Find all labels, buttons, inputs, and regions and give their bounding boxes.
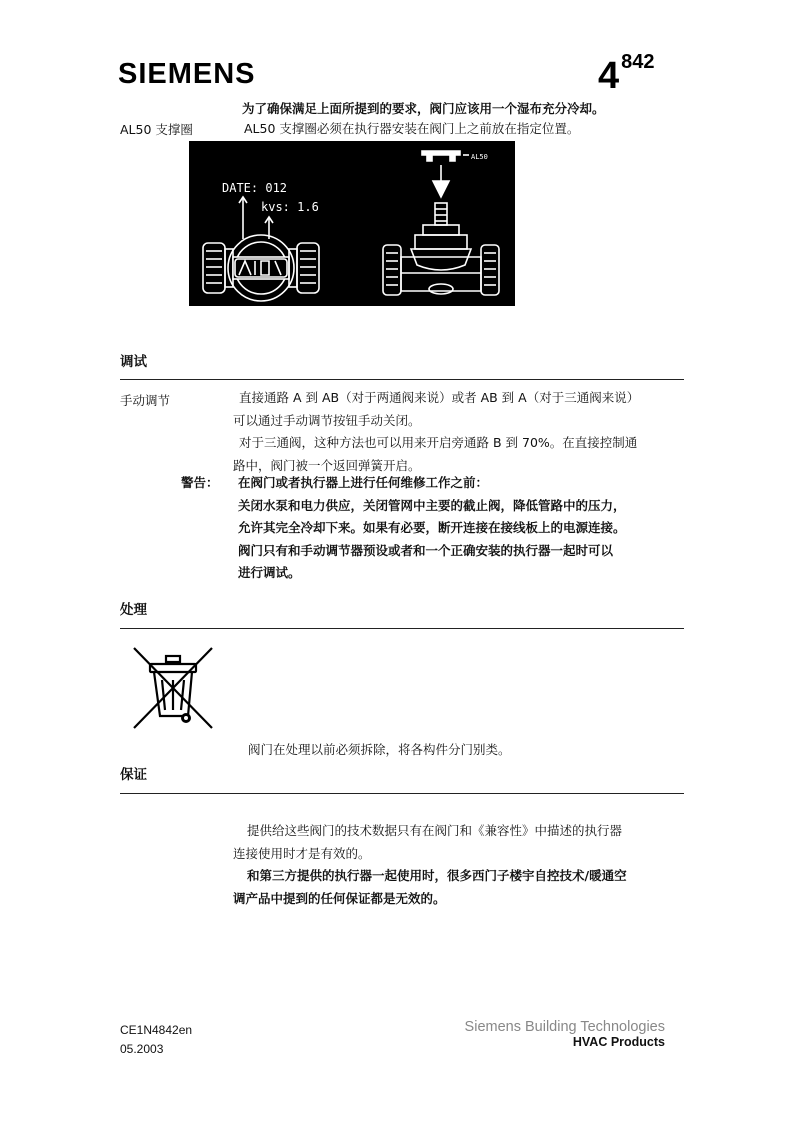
manual-para2-line2: 路中，阀门被一个返回弹簧开启。 xyxy=(233,457,421,473)
footer-right xyxy=(465,1019,665,1049)
warning-line-3: 允许其完全冷却下来。如果有必要，断开连接在接线板上的电源连接。 xyxy=(238,520,626,535)
date-label: DATE: 012 xyxy=(222,181,288,195)
section-divider xyxy=(120,379,684,380)
footer-date: 05.2003 xyxy=(120,1042,164,1056)
manual-para1-line1: 直接通路 A 到 AB（对于两通阀来说）或者 AB 到 A（对于三通阀来说） xyxy=(239,390,640,405)
manual-para1-line2: 可以通过手动调节按钮手动关闭。 xyxy=(233,412,421,428)
manual-para2-line1: 对于三通阀，这种方法也可以用来开启旁通路 B 到 70%。在直接控制通 xyxy=(239,435,638,450)
section-divider xyxy=(120,793,684,794)
warning-label: 警告： xyxy=(181,475,219,490)
valve-figure xyxy=(189,141,515,306)
section-divider xyxy=(120,628,684,629)
manual-adjustment-text xyxy=(233,387,683,477)
commissioning-heading: 调试 xyxy=(120,354,147,370)
valve-illustration xyxy=(189,141,515,306)
footer-left xyxy=(120,1021,192,1059)
manual-adjustment-label: 手动调节 xyxy=(120,393,171,408)
warranty-bold-line-2: 调产品中提到的任何保证都是无效的。 xyxy=(233,890,446,906)
al50-tag: AL50 xyxy=(471,153,488,161)
warning-line-2: 关闭水泵和电力供应，关闭管网中主要的截止阀，降低管路中的压力， xyxy=(238,497,626,513)
document-number xyxy=(598,51,655,98)
warranty-text xyxy=(233,820,683,910)
crossed-out-wheelie-bin-icon xyxy=(130,644,216,732)
warning-text xyxy=(238,472,688,585)
warning-line-4: 阀门只有和手动调节器预设或者和一个正确安装的执行器一起时可以 xyxy=(238,542,614,558)
al50-text: AL50 支撑圈必须在执行器安装在阀门上之前放在指定位置。 xyxy=(244,121,580,136)
warning-line-5: 进行调试。 xyxy=(238,565,301,580)
warranty-bold-line-1: 和第三方提供的执行器一起使用时，很多西门子楼宇自控技术/暖通空 xyxy=(247,868,627,883)
warranty-line-2: 连接使用时才是有效的。 xyxy=(233,845,371,861)
warranty-line-1: 提供给这些阀门的技术数据只有在阀门和《兼容性》中描述的执行器 xyxy=(247,823,623,838)
disposal-heading: 处理 xyxy=(120,602,147,618)
document-number-sup: 842 xyxy=(621,51,655,74)
kvs-label: kvs: 1.6 xyxy=(261,200,319,214)
document-number-main: 4 xyxy=(598,55,620,97)
disposal-text: 阀门在处理以前必须拆除，将各构件分门别类。 xyxy=(248,742,511,757)
warning-line-1: 在阀门或者执行器上进行任何维修工作之前： xyxy=(238,475,489,490)
al50-label: AL50 支撑圈 xyxy=(120,122,193,137)
footer-company: Siemens Building Technologies xyxy=(464,1019,665,1035)
footer-division: HVAC Products xyxy=(572,1035,665,1049)
cooling-note: 为了确保满足上面所提到的要求，阀门应该用一个湿布充分冷却。 xyxy=(242,101,605,116)
siemens-logo: SIEMENS xyxy=(118,58,256,90)
footer-doc-code: CE1N4842en xyxy=(120,1023,193,1037)
warranty-heading: 保证 xyxy=(120,767,147,783)
